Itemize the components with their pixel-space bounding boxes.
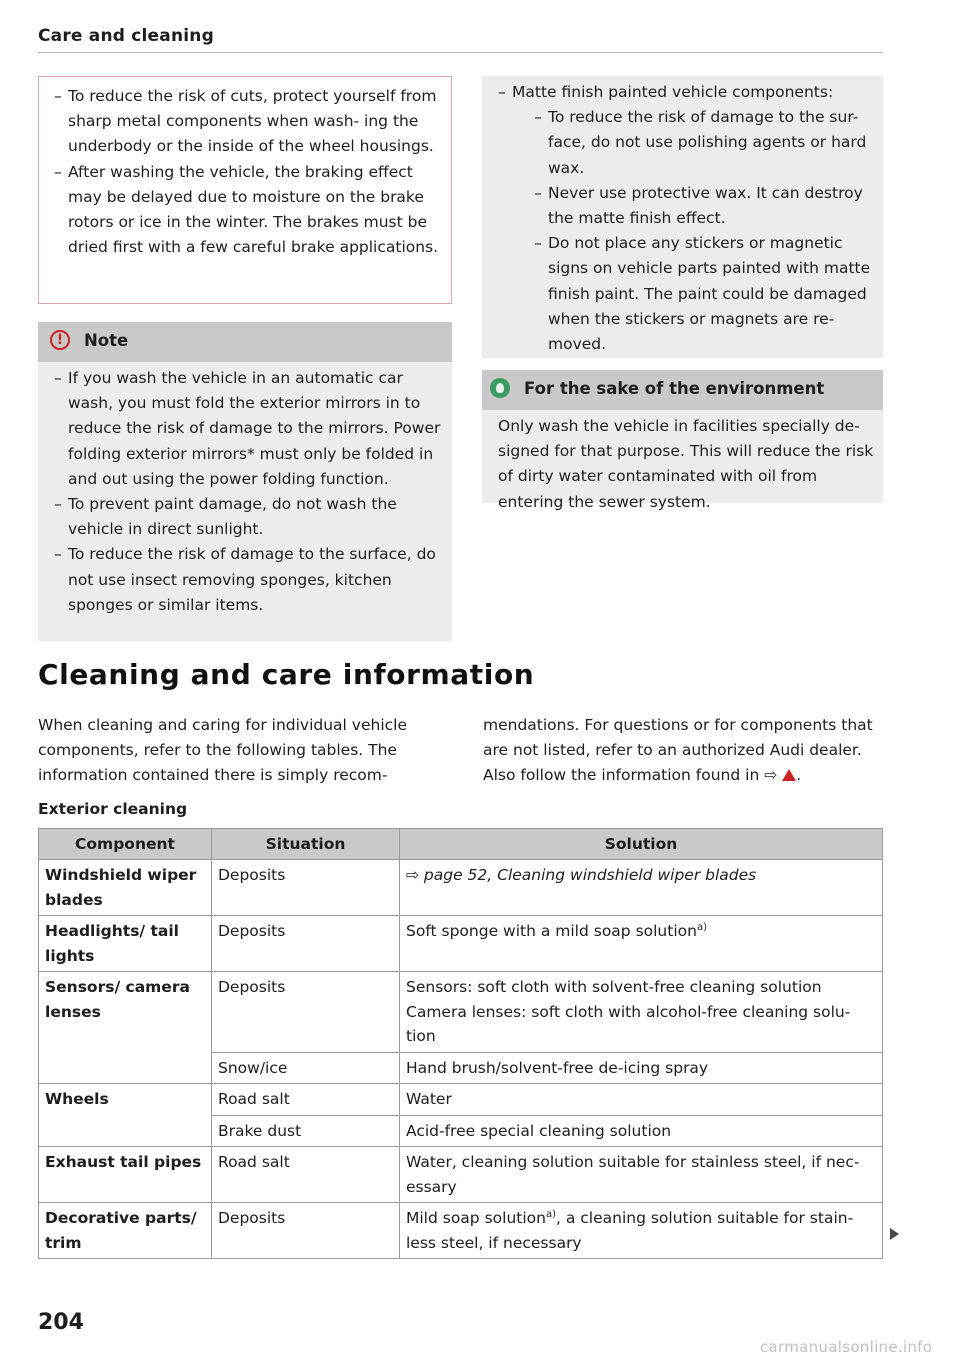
watermark: carmanualsonline.info <box>760 1338 933 1356</box>
page-number: 204 <box>38 1310 84 1335</box>
leaf-icon <box>490 378 510 398</box>
solution-text: Sensors: soft cloth with solvent-free cleaning solution <box>406 978 822 996</box>
matte-sub-list <box>526 105 880 357</box>
list-item: – To reduce the risk of cuts, protect yourself from sharp metal components when wash- ing the underbody or the inside of the wheel housings. <box>46 84 446 160</box>
solution-cell: Hand brush/solvent-free de-icing spray <box>400 1052 883 1084</box>
intro-right-text: mendations. For questions or for components that are not listed, refer to an authorized Audi dealer. Also follow the information found in <box>483 716 873 784</box>
list-item: – Do not place any stickers or magnetic signs on vehicle parts painted with matte finish paint. The paint could be damaged when the stickers or magnets are re- moved. <box>526 231 880 357</box>
environment-text: Only wash the vehicle in facilities specially de- signed for that purpose. This will reduce the risk of dirty water contaminated with oil from entering the sewer system. <box>498 417 874 511</box>
situation-cell: Road salt <box>212 1147 400 1203</box>
list-item: – Never use protective wax. It can destroy the matte finish effect. <box>526 181 880 231</box>
component-cell <box>39 1115 212 1147</box>
matte-list <box>490 80 880 357</box>
solution-text: Camera lenses: soft cloth with alcohol-free cleaning solu- tion <box>406 1002 851 1045</box>
solution-text: , a cleaning solution suitable for stain- less steel, if necessary <box>406 1209 854 1252</box>
column-header: Solution <box>400 829 883 860</box>
solution-cell <box>400 1203 883 1259</box>
list-item: – If you wash the vehicle in an automatic car wash, you must fold the exterior mirrors in to reduce the risk of damage to the mirrors. Power folding exterior mirrors* must only be folded in and out using the power folding function. <box>46 366 446 492</box>
solution-cell: Acid-free special cleaning solution <box>400 1115 883 1147</box>
intro-left: When cleaning and caring for individual vehicle components, refer to the following tables. The information contained there is simply recom- <box>38 716 407 784</box>
footnote-marker: a) <box>545 1208 556 1220</box>
page-reference-link[interactable]: ⇨ page 52, Cleaning windshield wiper blades <box>406 866 757 884</box>
situation-cell: Deposits <box>212 860 400 916</box>
footnote-marker: a) <box>696 921 707 933</box>
exclamation-icon: ! <box>50 330 70 350</box>
table-row <box>39 1203 883 1259</box>
list-item: – To reduce the risk of damage to the surface, do not use insect removing sponges, kitchen sponges or similar items. <box>46 542 446 618</box>
component-cell: Windshield wiper blades <box>39 860 212 916</box>
exterior-cleaning-label: Exterior cleaning <box>38 800 188 818</box>
warning-list <box>46 84 446 260</box>
note-title <box>50 330 128 350</box>
solution-text: Mild soap solution <box>406 1209 546 1227</box>
table-row <box>39 860 883 916</box>
intro-end: . <box>796 766 802 784</box>
warning-triangle-icon <box>782 769 796 781</box>
environment-title <box>490 378 824 398</box>
situation-cell: Deposits <box>212 1203 400 1259</box>
situation-cell: Snow/ice <box>212 1052 400 1084</box>
exterior-cleaning-table <box>38 828 883 1259</box>
solution-cell: Water, cleaning solution suitable for stainless steel, if nec- essary <box>400 1147 883 1203</box>
note-list <box>46 366 446 618</box>
table-row <box>39 916 883 972</box>
column-header: Situation <box>212 829 400 860</box>
situation-cell: Deposits <box>212 916 400 972</box>
environment-title-text: For the sake of the environment <box>524 378 825 398</box>
situation-cell: Road salt <box>212 1084 400 1116</box>
table-row <box>39 1084 883 1116</box>
running-header: Care and cleaning <box>38 26 214 46</box>
matte-lead: Matte finish painted vehicle components: <box>512 83 834 101</box>
component-cell: Wheels <box>39 1084 212 1116</box>
table-row <box>39 1147 883 1203</box>
component-cell: Sensors/ camera lenses <box>39 972 212 1053</box>
table-row <box>39 972 883 1053</box>
table-header-row <box>39 829 883 860</box>
situation-cell: Deposits <box>212 972 400 1053</box>
component-cell: Decorative parts/ trim <box>39 1203 212 1259</box>
component-cell: Exhaust tail pipes <box>39 1147 212 1203</box>
section-title: Cleaning and care information <box>38 658 535 691</box>
column-header: Component <box>39 829 212 860</box>
component-cell <box>39 1052 212 1084</box>
reference-link[interactable] <box>764 766 796 784</box>
table-row <box>39 1052 883 1084</box>
list-item: – After washing the vehicle, the braking effect may be delayed due to moisture on the brake rotors or ice in the winter. The brakes must be dried first with a few careful brake applications. <box>46 160 446 261</box>
situation-cell: Brake dust <box>212 1115 400 1147</box>
component-cell: Headlights/ tail lights <box>39 916 212 972</box>
header-rule <box>38 52 883 53</box>
solution-cell <box>400 860 883 916</box>
list-item: – To prevent paint damage, do not wash the vehicle in direct sunlight. <box>46 492 446 542</box>
solution-text: Soft sponge with a mild soap solution <box>406 922 697 940</box>
solution-cell <box>400 916 883 972</box>
intro-right <box>483 713 893 788</box>
solution-cell <box>400 972 883 1053</box>
table-row <box>39 1115 883 1147</box>
solution-cell: Water <box>400 1084 883 1116</box>
note-title-text: Note <box>84 330 129 350</box>
arrow-icon: ⇨ <box>764 766 778 784</box>
list-item <box>490 80 880 357</box>
continue-arrow-icon <box>890 1228 899 1240</box>
list-item: – To reduce the risk of damage to the sur- face, do not use polishing agents or hard wax. <box>526 105 880 181</box>
